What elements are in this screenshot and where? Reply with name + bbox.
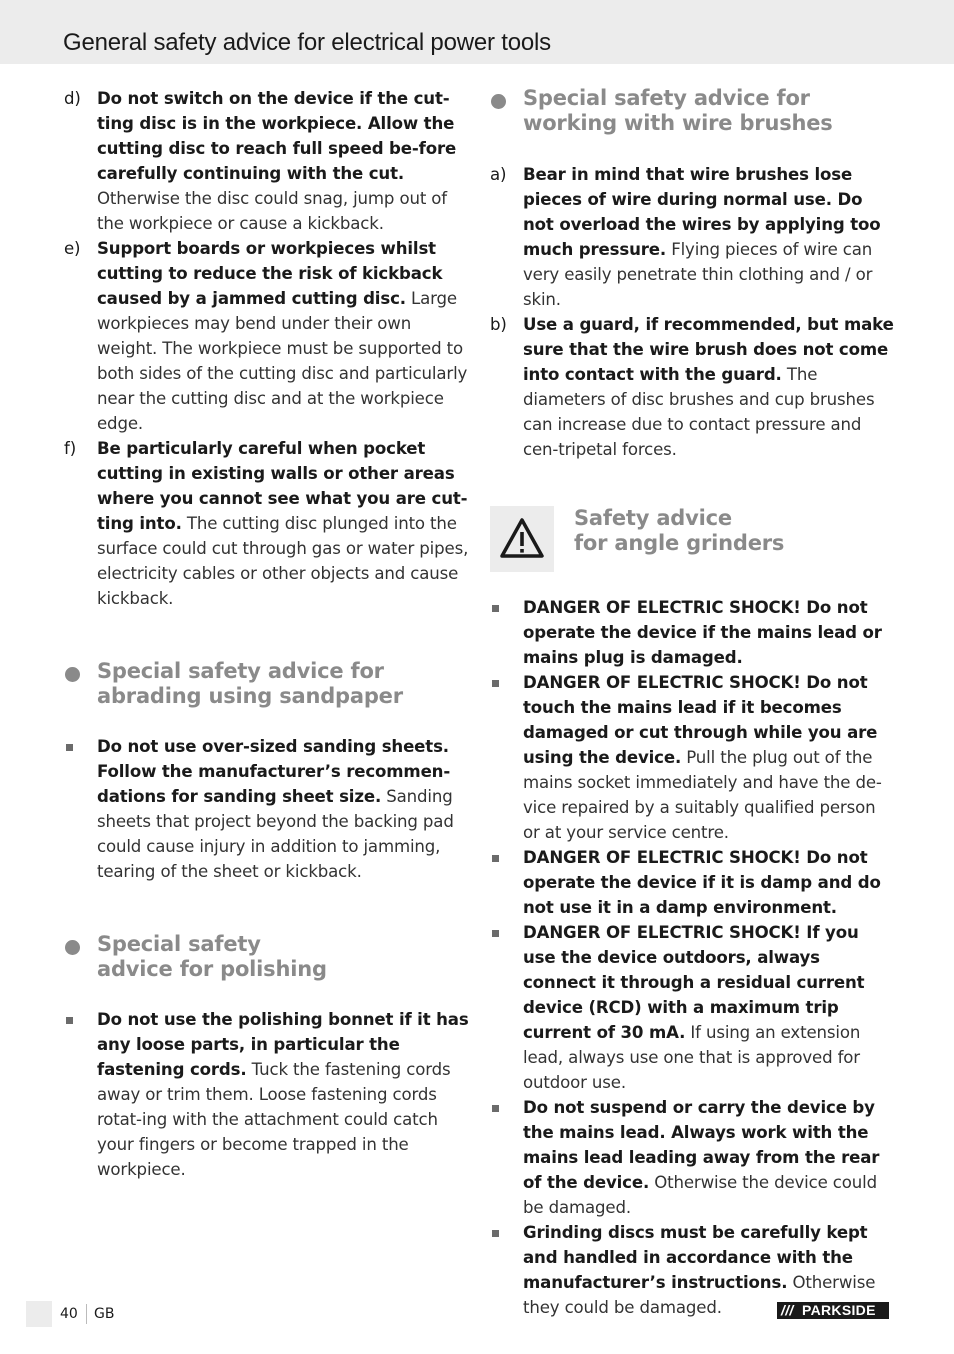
section-heading-wire-brushes (486, 86, 896, 136)
item-marker: a) (490, 165, 507, 184)
section-heading-line: Safety advice (574, 506, 732, 530)
list-item-sandpaper (60, 734, 470, 884)
item-bold-text: Do not suspend or carry the device by the mains lead. Always work with the mains lead leading away from the rear of the device. (523, 1098, 880, 1192)
list-item-f (60, 436, 470, 611)
list-item-a (486, 162, 896, 312)
square-bullet-icon (492, 1105, 499, 1112)
item-marker: d) (64, 89, 81, 108)
section-heading-angle-grinders (486, 506, 896, 572)
list-item-grinder-5 (486, 1095, 896, 1220)
page-number: 40 (60, 1306, 78, 1322)
footer-divider (86, 1304, 87, 1324)
item-marker: b) (490, 315, 507, 334)
item-bold-text: Do not use the polishing bonnet if it has any loose parts, in particular the fastening cords. (97, 1010, 469, 1079)
item-normal-text: Otherwise they could be damaged. (523, 1273, 876, 1317)
item-normal-text: If using an extension lead, always use one that is approved for outdoor use. (523, 1023, 861, 1092)
item-bold-text: DANGER OF ELECTRIC SHOCK! If you use the device outdoors, always connect it through a residual current device (RCD) with a maximum trip current of 30 mA. (523, 923, 865, 1042)
item-normal-text: Flying pieces of wire can very easily penetrate thin clothing and / or skin. (523, 240, 873, 309)
brand-slashes: /// (781, 1302, 794, 1318)
list-item-e (60, 236, 470, 436)
left-column (60, 86, 470, 1182)
item-normal-text: Sanding sheets that project beyond the backing pad could cause injury in addition to jamming, tearing of the sheet or kickback. (97, 787, 454, 881)
bullet-dot-icon (65, 667, 80, 682)
item-normal-text: Otherwise the disc could snag, jump out of the workpiece or cause a kickback. (97, 189, 447, 233)
section-heading-line: for angle grinders (574, 531, 785, 555)
item-bold-text: Do not use over-sized sanding sheets. Follow the manufacturer’s recommen-dations for sanding sheet size. (97, 737, 451, 806)
item-marker: f) (64, 439, 77, 458)
square-bullet-icon (492, 1230, 499, 1237)
list-item-grinder-4 (486, 920, 896, 1095)
item-bold-text: Support boards or workpieces whilst cutting to reduce the risk of kickback caused by a jammed cutting disc. (97, 239, 443, 308)
item-normal-text: Otherwise the device could be damaged. (523, 1173, 877, 1217)
list-item-d (60, 86, 470, 236)
section-heading-sandpaper (60, 659, 470, 709)
section-heading-line: Special safety (97, 932, 261, 956)
item-normal-text: Large workpieces may bend under their own weight. The workpiece must be supported to both sides of the cutting disc and particularly near the cutting disc and at the workpiece edge. (97, 289, 468, 433)
square-bullet-icon (492, 680, 499, 687)
item-normal-text: Tuck the fastening cords away or trim them. Loose fastening cords rotat-ing with the attachment could catch your fingers or become trapped in the workpiece. (97, 1060, 451, 1179)
page-title: General safety advice for electrical power tools (63, 29, 551, 56)
list-item-polishing (60, 1007, 470, 1182)
footer-marker-box (26, 1301, 52, 1327)
section-heading-line: advice for polishing (97, 957, 327, 981)
item-bold-text: Bear in mind that wire brushes lose pieces of wire during normal use. Do not overload the wires by applying too much pressure. (523, 165, 881, 259)
language-code: GB (94, 1306, 115, 1322)
item-marker: e) (64, 239, 81, 258)
item-bold-text: Grinding discs must be carefully kept and handled in accordance with the manufacturer’s instructions. (523, 1223, 868, 1292)
brand-name: PARKSIDE (802, 1302, 876, 1318)
list-item-b (486, 312, 896, 462)
item-bold-text: Do not switch on the device if the cut-ting disc is in the workpiece. Allow the cutting disc to reach full speed be-fore carefully continuing with the cut. (97, 89, 457, 183)
bullet-dot-icon (491, 94, 506, 109)
item-bold-text: DANGER OF ELECTRIC SHOCK! Do not touch the mains lead if it becomes damaged or cut through while you are using the device. (523, 673, 878, 767)
section-heading-line: abrading using sandpaper (97, 684, 403, 708)
warning-triangle-icon (490, 506, 554, 572)
bullet-dot-icon (65, 940, 80, 955)
square-bullet-icon (66, 1017, 73, 1024)
square-bullet-icon (66, 744, 73, 751)
section-heading-polishing (60, 932, 470, 982)
item-normal-text: Pull the plug out of the mains socket immediately and have the de-vice repaired by a suitably qualified person or at your service centre. (523, 748, 882, 842)
section-heading-line: Special safety advice for (97, 659, 384, 683)
right-column (486, 86, 896, 1320)
item-bold-text: Use a guard, if recommended, but make sure that the wire brush does not come into contact with the guard. (523, 315, 894, 384)
item-normal-text: The diameters of disc brushes and cup brushes can increase due to contact pressure and cen-tripetal forces. (523, 365, 875, 459)
section-heading-line: Special safety advice for (523, 86, 810, 110)
list-item-grinder-3 (486, 845, 896, 920)
brand-logo (777, 1302, 889, 1319)
item-bold-text: Be particularly careful when pocket cutting in existing walls or other areas where you cannot see what you are cut-ting into. (97, 439, 468, 533)
list-item-grinder-2 (486, 670, 896, 845)
square-bullet-icon (492, 930, 499, 937)
item-bold-text: DANGER OF ELECTRIC SHOCK! Do not operate the device if the mains lead or mains plug is damaged. (523, 598, 882, 667)
item-bold-text: DANGER OF ELECTRIC SHOCK! Do not operate the device if it is damp and do not use it in a damp environment. (523, 848, 881, 917)
section-heading-line: working with wire brushes (523, 111, 833, 135)
item-normal-text: The cutting disc plunged into the surface could cut through gas or water pipes, electricity cables or other objects and cause kickback. (97, 514, 469, 608)
square-bullet-icon (492, 605, 499, 612)
square-bullet-icon (492, 855, 499, 862)
list-item-grinder-1 (486, 595, 896, 670)
section-heading-text (574, 506, 784, 556)
